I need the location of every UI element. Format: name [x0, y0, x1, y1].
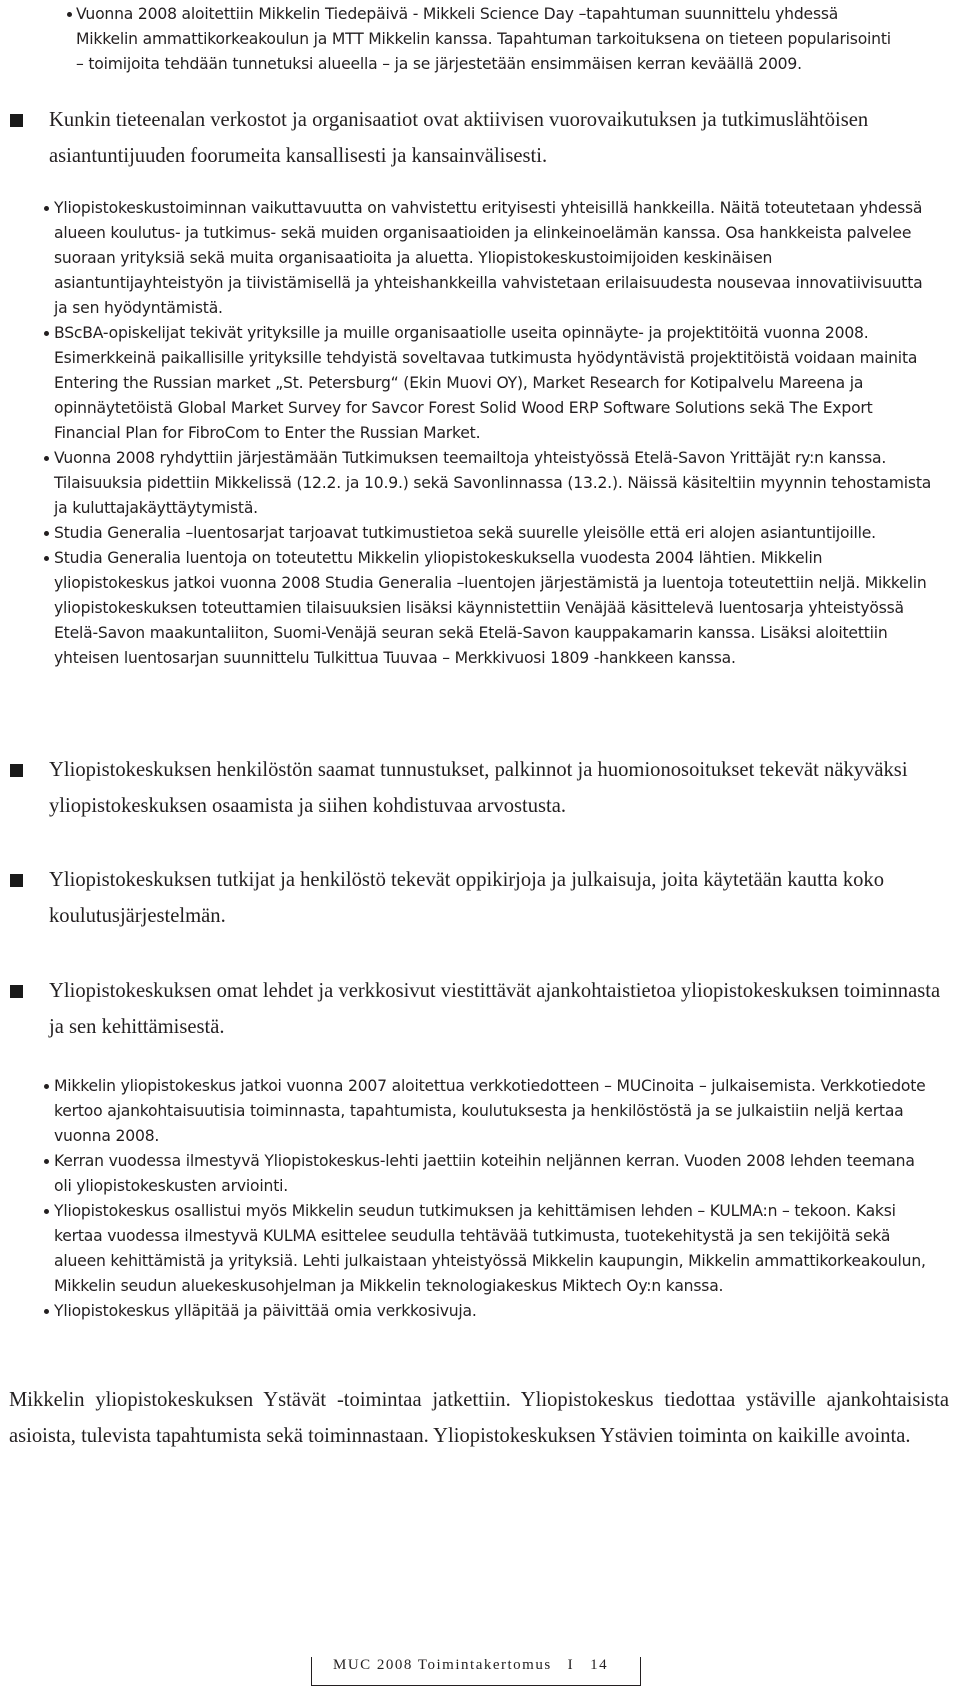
bullet-dot	[44, 531, 49, 536]
section4-bullet-list	[0, 1074, 935, 1324]
list-item	[0, 321, 935, 446]
footer-title: MUC 2008 Toimintakertomus	[333, 1657, 552, 1673]
bullet-dot	[44, 556, 49, 561]
bullet-dot	[44, 1159, 49, 1164]
square-bullet-icon	[10, 114, 23, 127]
list-item-text: Vuonna 2008 ryhdyttiin järjestämään Tutkimuksen teemailtoja yhteistyössä Etelä-Savon Yrittäjät ry:n kanssa. Tilaisuuksia pidettiin Mikkelissä (12.2. ja 10.9.) sekä Savonlinnassa (13.2.). Näissä käsiteltiin myynnin tehostamista ja kuluttajakäyttäytymistä.	[54, 449, 932, 517]
list-item	[0, 1074, 935, 1149]
bullet-dot	[44, 206, 49, 211]
section-heading-communications	[0, 973, 945, 1045]
closing-paragraph: Mikkelin yliopistokeskuksen Ystävät -toimintaa jatkettiin. Yliopistokeskus tiedottaa ystäville ajankohtaisista asioista, tulevista tapahtumista sekä toiminnastaan. Yliopistokeskuksen Ystävien toiminta on kaikille avointa.	[9, 1389, 949, 1447]
square-bullet-icon	[10, 764, 23, 777]
list-item-text: Studia Generalia –luentosarjat tarjoavat tutkimustietoa sekä suurelle yleisölle että eri alojen asiantuntijoille.	[54, 524, 876, 542]
heading-text: Yliopistokeskuksen henkilöstön saamat tunnustukset, palkinnot ja huomionosoitukset tekevät näkyväksi yliopistokeskuksen osaamista ja siihen kohdistuvaa arvostusta.	[49, 759, 908, 817]
page-number: 14	[590, 1657, 609, 1673]
list-item-text: Vuonna 2008 aloitettiin Mikkelin Tiedepäivä - Mikkeli Science Day –tapahtuman suunnittelu yhdessä Mikkelin ammattikorkeakoulun ja MTT Mikkelin kanssa. Tapahtuman tarkoituksena on tieteen popularisointi – toimijoita tehdään tunnetuksi alueella – ja se järjestetään ensimmäisen kerran keväällä 2009.	[76, 5, 891, 73]
footer-text	[333, 1657, 608, 1674]
section-heading-publications	[0, 862, 935, 934]
list-item	[0, 521, 935, 546]
bullet-dot	[44, 1309, 49, 1314]
square-bullet-icon	[10, 874, 23, 887]
list-item-text: BScBA-opiskelijat tekivät yrityksille ja muille organisaatiolle useita opinnäyte- ja projektitöitä vuonna 2008. Esimerkkeinä paikallisille yrityksille tehdyistä soveltavaa tutkimusta hyödyntävistä projektitöistä voidaan mainita Entering the Russian market „St. Petersburg“ (Ekin Muovi OY), Market Research for Kotipalvelu Mareena ja opinnäytetöistä Global Market Survey for Savcor Forest Solid Wood ERP Software Solutions sekä The Export Financial Plan for FibroCom to Enter the Russian Market.	[54, 324, 918, 442]
bullet-dot	[44, 1084, 49, 1089]
heading-text: Kunkin tieteenalan verkostot ja organisaatiot ovat aktiivisen vuorovaikutuksen ja tutkimuslähtöisen asiantuntijuuden foorumeita kansallisesti ja kansainvälisesti.	[49, 109, 869, 167]
heading-text: Yliopistokeskuksen tutkijat ja henkilöstö tekevät oppikirjoja ja julkaisuja, joita käytetään kautta koko koulutusjärjestelmän.	[49, 869, 885, 927]
bullet-dot	[44, 1209, 49, 1214]
list-item	[0, 446, 935, 521]
footer-separator: I	[567, 1657, 575, 1673]
square-bullet-icon	[10, 985, 23, 998]
list-item	[0, 1299, 935, 1324]
list-item-text: Yliopistokeskustoiminnan vaikuttavuutta on vahvistettu erityisesti yhteisillä hankkeilla. Näitä toteutetaan yhdessä alueen koulutus- ja tutkimus- sekä muiden organisaatioiden ja elinkeinoelämän kanssa. Osa hankkeista palvelee suoraan yrityksiä sekä muita organisaatioita ja aluetta. Yliopistokeskustoimijoiden keskinäisen asiantuntijayhteistyön ja tiivistämisellä ja yhteishankkeilla vahvistetaan erilaisuudesta nousevaa innovatiivisuutta ja sen hyödyntämistä.	[54, 199, 923, 317]
list-item-text: Mikkelin yliopistokeskus jatkoi vuonna 2007 aloitettua verkkotiedotteen – MUCinoita – julkaisemista. Verkkotiedote kertoo ajankohtaisuutisia toiminnasta, tapahtumista, koulutuksesta ja henkilöstöstä ja se julkaistiin neljä kertaa vuonna 2008.	[54, 1077, 926, 1145]
bullet-dot	[67, 12, 72, 17]
list-item	[0, 1149, 935, 1199]
list-item-text: Yliopistokeskus osallistui myös Mikkelin seudun tutkimuksen ja kehittämisen lehden – KULMA:n – tekoon. Kaksi kertaa vuodessa ilmestyvä KULMA esittelee seudulla tehtävää tutkimusta, tuotekehitystä ja sen tekijöitä sekä alueen kehittämistä ja yrityksiä. Lehti julkaistaan yhteistyössä Mikkelin kaupungin, Mikkelin ammattikorkeakoulun, Mikkelin seudun aluekeskusohjelman ja Mikkelin teknologiakeskus Miktech Oy:n kanssa.	[54, 1202, 926, 1295]
section-heading-networks	[0, 102, 935, 174]
list-item-text: Kerran vuodessa ilmestyvä Yliopistokeskus-lehti jaettiin koteihin neljännen kerran. Vuoden 2008 lehden teemana oli yliopistokeskusten arviointi.	[54, 1152, 915, 1195]
section-heading-recognitions	[0, 752, 935, 824]
bullet-dot	[44, 331, 49, 336]
list-item	[0, 196, 935, 321]
intro-bullet-block	[0, 2, 900, 77]
list-item-text: Studia Generalia luentoja on toteutettu Mikkelin yliopistokeskuksella vuodesta 2004 lähtien. Mikkelin yliopistokeskus jatkoi vuonna 2008 Studia Generalia –luentojen järjestämistä ja luentoja toteutettiin neljä. Mikkelin yliopistokeskuksen toteuttamien tilaisuuksien lisäksi käynnistettiin Venäjää käsittelevä luentosarja yhteistyössä Etelä-Savon maakuntaliiton, Suomi-Venäjä seuran sekä Etelä-Savon kauppakamarin kanssa. Lisäksi aloitettiin yhteisen luentosarjan suunnittelu Tulkittua Tuuvaa – Merkkivuosi 1809 -hankkeen kanssa.	[54, 549, 927, 667]
list-item-text: Yliopistokeskus ylläpitää ja päivittää omia verkkosivuja.	[54, 1302, 477, 1320]
list-item	[0, 2, 900, 77]
list-item	[0, 546, 935, 671]
footer-divider-right	[640, 1657, 641, 1685]
page-footer	[311, 1655, 641, 1685]
heading-text: Yliopistokeskuksen omat lehdet ja verkkosivut viestittävät ajankohtaistietoa yliopistokeskuksen toiminnasta ja sen kehittämisestä.	[49, 980, 941, 1038]
list-item	[0, 1199, 935, 1299]
footer-divider-left	[311, 1657, 312, 1685]
section1-bullet-list	[0, 196, 935, 671]
bullet-dot	[44, 456, 49, 461]
